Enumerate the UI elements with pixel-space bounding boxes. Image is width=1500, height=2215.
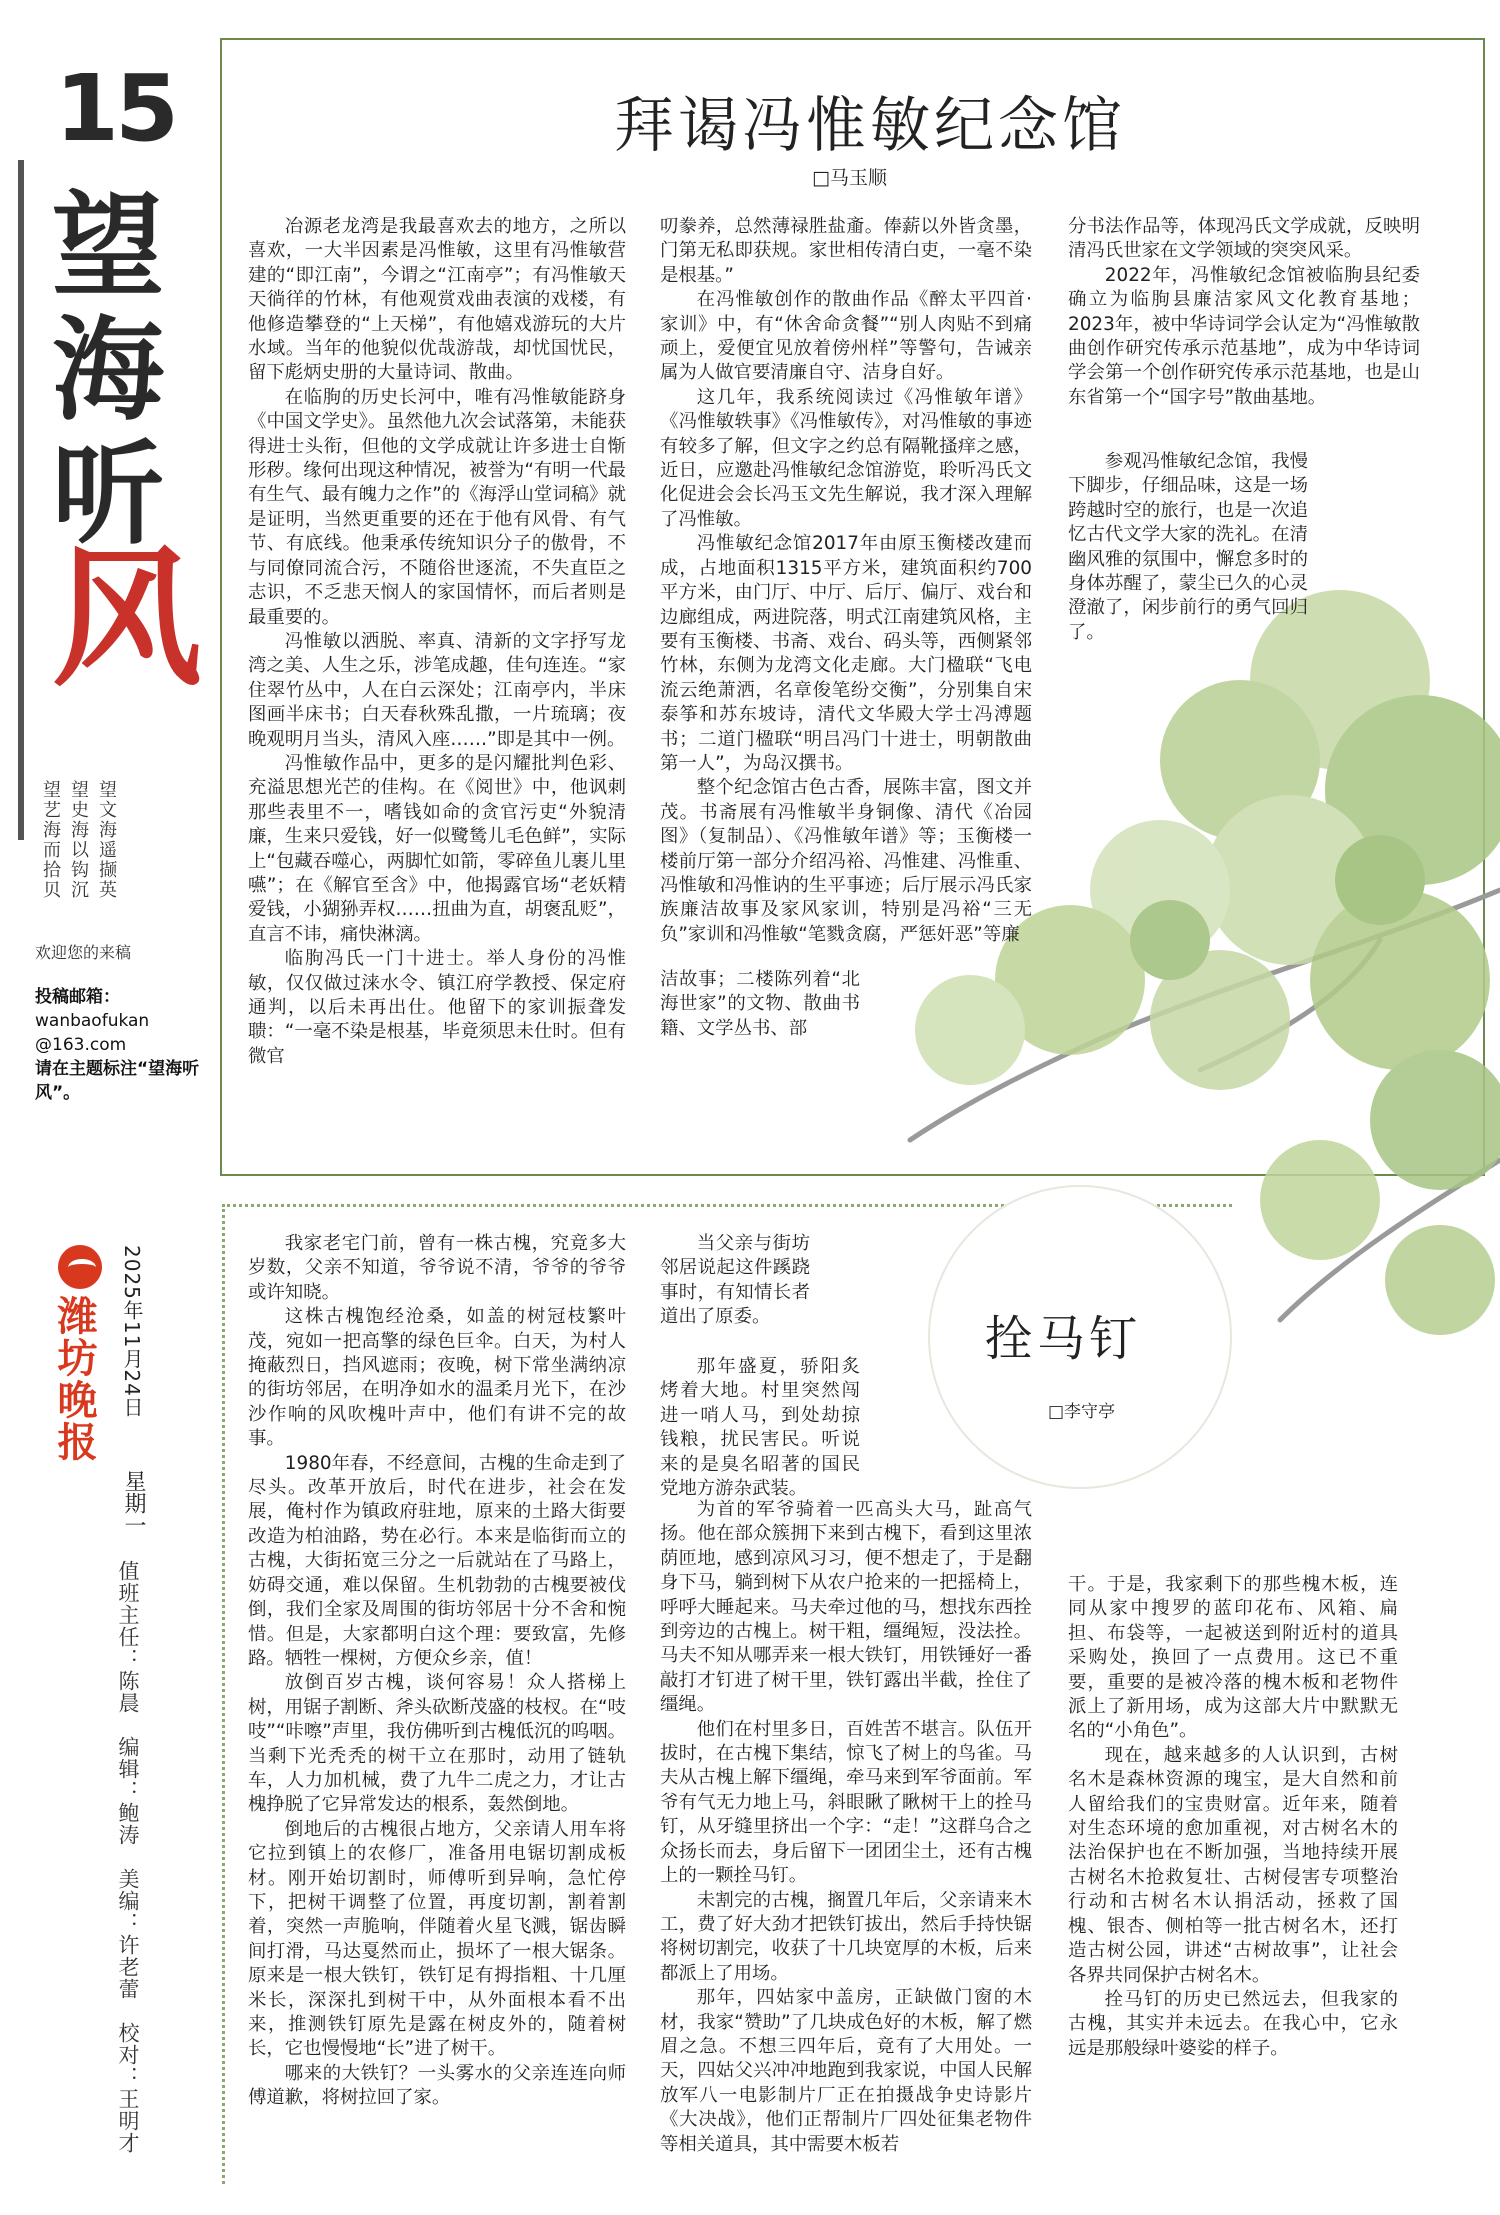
article1-column-2-tail bbox=[660, 968, 860, 1041]
paragraph: 哪来的大铁钉？一头雾水的父亲连连向师傅道歉，将树拉回了家。 bbox=[248, 2062, 626, 2109]
column-divider-bar bbox=[18, 160, 24, 840]
motto-3: 望艺海而拾贝 bbox=[40, 780, 61, 900]
motto-2: 望史海以钩沉 bbox=[68, 780, 89, 900]
contribute-email-2[interactable]: @163.com bbox=[35, 1035, 127, 1055]
page-number: 15 bbox=[55, 55, 176, 162]
paragraph: 他们在村里多日，百姓苦不堪言。队伍开拔时，在古槐下集结，惊飞了树上的鸟雀。马夫从古槐上解下缰绳，牵马来到军爷面前。军爷有气无力地上马，斜眼瞅了瞅树干上的拴马钉，从牙缝里挤出一个字：“走！”这群乌合之众扬长而去，身后留下一团团尘土，还有古槐上的一颗拴马钉。 bbox=[660, 1718, 1032, 1887]
paragraph: 冶源老龙湾是我最喜欢去的地方，之所以喜欢，一大半因素是冯惟敏，这里有冯惟敏营建的“即江南”，今谓之“江南亭”；有冯惟敏天天徜徉的竹林，有他观赏戏曲表演的戏楼，有他修造攀登的“上天梯”，有他嬉戏游玩的大片水域。当年的他貌似优哉游哉，却忧国忧民，留下彪炳史册的大量诗词、散曲。 bbox=[248, 216, 626, 384]
paragraph: 叨豢养，总然薄禄胜盐齑。俸薪以外皆贪墨，门第无私即获规。家世相传清白吏，一毫不染是根基。” bbox=[660, 216, 1032, 286]
issue-weekday: 星期一 bbox=[121, 1470, 146, 1536]
paragraph: 2022年，冯惟敏纪念馆被临朐县纪委确立为临朐县廉洁家风文化教育基地；2023年，被中华诗词学会认定为“冯惟敏散曲创作研究传承示范基地”，成为中华诗词学会第一个创作研究传承示范基地，也是山东省第一个“国字号”散曲基地。 bbox=[1068, 264, 1420, 408]
article1-title: 拜谒冯惟敏纪念馆 bbox=[614, 91, 1126, 161]
paragraph: 未割完的古槐，搁置几年后，父亲请来木工，费了好大劲才把铁钉拔出，然后手持快锯将树切割完，收获了十几块宽厚的木板，后来都派上了用场。 bbox=[660, 1889, 1032, 1984]
article1-column-3-tail bbox=[1068, 450, 1308, 645]
paragraph: 这几年，我系统阅读过《冯惟敏年谱》《冯惟敏轶事》《冯惟敏传》，对冯惟敏的事迹有较多了解，但文字之约总有隔靴搔痒之感，近日，应邀赴冯惟敏纪念馆游览，聆听冯氏文化促进会会长冯玉文先生解说，我才深入理解了冯惟敏。 bbox=[660, 386, 1032, 530]
paragraph: 冯惟敏以洒脱、率真、清新的文字抒写龙湾之美、人生之乐，涉笔成趣，佳句连连。“家住翠竹丛中，人在白云深处；江南亭内，半床图画半床书；白天春秋殊乱撒，一片琉璃；夜晚观明月当头，清风入座……”即是其中一例。 bbox=[248, 630, 626, 750]
paragraph: 1980年春，不经意间，古槐的生命走到了尽头。改革开放后，时代在进步，社会在发展，俺村作为镇政府驻地，原来的土路大街要改造为柏油路，势在必行。本来是临街而立的古槐，大街拓宽三分之一后就站在了马路上，妨碍交通，难以保留。生机勃勃的古槐要被伐倒，我们全家及周围的街坊邻居十分不舍和惋惜。但是，大家都明白这个理：要致富，先修路。牺牲一棵树，方便众乡亲，值！ bbox=[248, 1452, 626, 1669]
contribute-note: 请在主题标注“望海听风”。 bbox=[35, 1059, 200, 1103]
contribute-label: 投稿邮箱： bbox=[35, 987, 120, 1007]
article2-column-2 bbox=[660, 1355, 860, 1501]
article1-column-3 bbox=[1068, 215, 1420, 410]
paragraph: 整个纪念馆古色古香，展陈丰富，图文并茂。书斋展有冯惟敏半身铜像、清代《冶园图》（复制品）、《冯惟敏年谱》等；玉衡楼一楼前厅第一部分介绍冯裕、冯惟建、冯惟重、冯惟敏和冯惟讷的生平事迹；后厅展示冯氏家族廉洁故事及家风家训，特别是冯裕“三无负”家训和冯惟敏“笔戮贪腐，严惩奸恶”等廉 bbox=[660, 777, 1032, 945]
paragraph: 这株古槐饱经沧桑，如盖的树冠枝繁叶茂，宛如一把高擎的绿色巨伞。白天，为村人掩蔽烈日，挡风遮雨；夜晚，树下常坐满纳凉的街坊邻居，在明净如水的温柔月光下，在沙沙作响的风吹槐叶声中，他们有讲不完的故事。 bbox=[248, 1306, 626, 1450]
paragraph: 干。于是，我家剩下的那些槐木板，连同从家中搜罗的蓝印花布、风箱、扁担、布袋等，一起被送到附近村的道具采购处，换回了一点费用。这已不重要，重要的是被冷落的槐木板和老物件派上了新用场，成为这部大片中默默无名的“小角色”。 bbox=[1068, 1574, 1398, 1742]
column-name bbox=[52, 181, 203, 707]
article1-column-1 bbox=[248, 215, 626, 1069]
article2-column-3 bbox=[1068, 1573, 1398, 2061]
article2-column-2-head bbox=[660, 1232, 810, 1330]
article2-column-2-body bbox=[660, 1498, 1032, 2157]
contribute-info bbox=[35, 985, 205, 1105]
paragraph: 参观冯惟敏纪念馆，我慢下脚步，仔细品味，这是一场跨越时空的旅行，也是一次追忆古代文学大家的洗礼。在清幽风雅的氛围中，懈怠多时的身体苏醒了，蒙尘已久的心灵澄澈了，闲步前行的勇气回归了。 bbox=[1068, 451, 1308, 643]
paragraph: 在临朐的历史长河中，唯有冯惟敏能跻身《中国文学史》。虽然他九次会试落第，未能获得进士头衔，但他的文学成就让许多进士自惭形秽。缘何出现这种情况，被誉为“有明一代最有生气、最有魄力之作”的《海浮山堂词稿》就是证明，当然更重要的还在于他有风骨、有气节、有底线。他秉承传统知识分子的傲骨，不与同僚同流合污，不随俗世逐流，不失直臣之志识，不乏悲天悯人的家国情怀，而后者则是最重要的。 bbox=[248, 386, 626, 628]
staff-credits: 值班主任：陈晨 编辑：鲍涛 美编：许老蕾 校对：王明才 bbox=[116, 1560, 140, 2154]
newspaper-logo bbox=[50, 1245, 110, 1463]
paragraph: 那年盛夏，骄阳炙烤着大地。村里突然闯进一哨人马，到处劫掠钱粮，扰民害民。听说来的是臭名昭著的国民党地方游杂武装。 bbox=[660, 1356, 860, 1500]
paragraph: 那年，四姑家中盖房，正缺做门窗的木材，我家“赞助”了几块成色好的木板，解了燃眉之急。不想三四年后，竟有了大用处。一天，四姑父兴冲冲地跑到我家说，中国人民解放军八一电影制片厂正在拍摄战争史诗影片《大决战》，他们正帮制片厂四处征集老物件等相关道具，其中需要木板若 bbox=[660, 1987, 1032, 2155]
column-name-highlight: 风 bbox=[52, 531, 203, 707]
column-name-char-3: 听 bbox=[52, 429, 164, 560]
paragraph: 分书法作品等，体现冯氏文学成就，反映明清冯氏世家在文学领域的突突风采。 bbox=[1068, 216, 1420, 262]
paragraph: 在冯惟敏创作的散曲作品《醉太平四首·家训》中，有“休舍命贪餐”“别人肉贴不到痛顽上，爱便宜见放着傍州样”等警句，告诫亲属为人做官要清廉自守、洁身自好。 bbox=[660, 289, 1032, 384]
logo-icon bbox=[58, 1245, 102, 1289]
article2-author: □李守亭 bbox=[1048, 1402, 1116, 1422]
column-name-char-1: 望 bbox=[52, 181, 164, 312]
motto-1: 望文海遥撷英 bbox=[96, 780, 117, 900]
paragraph: 拴马钉的历史已然远去，但我家的古槐，其实并未远去。在我心中，它永远是那般绿叶婆娑的样子。 bbox=[1068, 1988, 1398, 2059]
paragraph: 冯惟敏纪念馆2017年由原玉衡楼改建而成，占地面积1315平方米，建筑面积约700平方米，由门厅、中厅、后厅、偏厅、戏台和边廊组成，两进院落，明式江南建筑风格，主要有玉衡楼、书斋、戏台、码头等，西侧紧邻竹林，东侧为龙湾文化走廊。大门楹联“飞电流云绝萧洒，名章俊笔纷交衡”，分别集自宋泰筝和苏东坡诗，清代文华殿大学士冯溥题书；二道门楹联“明吕冯门十进士，明朝散曲第一人”，为岛汉撰书。 bbox=[660, 533, 1032, 774]
article2-column-1 bbox=[248, 1232, 626, 2111]
paragraph: 倒地后的古槐很占地方，父亲请人用车将它拉到镇上的农修厂，准备用电锯切割成板材。刚开始切割时，师傅听到异响，急忙停下，把树干调整了位置，再度切割，割着割着，突然一声脆响，伴随着火星飞溅，锯齿瞬间打滑，马达戛然而止，损坏了一根大锯条。原来是一根大铁钉，铁钉足有拇指粗、十几厘米长，深深扎到树干中，从外面根本看不出来，推测铁钉原先是露在树皮外的，随着树长，它也慢慢地“长”进了树干。 bbox=[248, 1818, 626, 2060]
paragraph: 冯惟敏作品中，更多的是闪耀批判色彩、充溢思想光芒的佳构。在《阅世》中，他讽刺那些表里不一，嗜钱如命的贪官污吏“外貌清廉，生来只爱钱，好一似鹭鸶儿毛色鲜”，实际上“包藏吞噬心，两脚忙如箭，零碎鱼儿裹儿里嚥”；在《解官至含》中，他揭露官场“老妖精爱钱，小猢狲弄权……扭曲为直，胡褒乱贬”，直言不讳，痛快淋漓。 bbox=[248, 752, 626, 945]
paragraph: 为首的军爷骑着一匹高头大马，趾高气扬。他在部众簇拥下来到古槐下，看到这里浓荫匝地，感到凉风习习，便不想走了，于是翻身下马，躺到树下从农户抢来的一把摇椅上，呼呼大睡起来。马夫牵过他的马，想找东西拴到旁边的古槐上。树干粗，缰绳短，没法拴。马夫不知从哪弄来一根大铁钉，用铁锤好一番敲打才钉进了树干里，铁钉露出半截，拴住了缰绳。 bbox=[660, 1499, 1032, 1716]
logo-text: 潍坊晚报 bbox=[51, 1295, 97, 1463]
article2-title: 拴马钉 bbox=[985, 1311, 1142, 1367]
paragraph: 放倒百岁古槐，谈何容易！众人搭梯上树，用锯子割断、斧头砍断茂盛的枝杈。在“吱吱”“咔嚓”声里，我仿佛听到古槐低沉的呜咽。当剩下光秃秃的树干立在那时，动用了链轨车，人力加机械，费了九牛二虎之力，才让古槐挣脱了它异常发达的根系，轰然倒地。 bbox=[248, 1672, 627, 1816]
paragraph: 现在，越来越多的人认识到，古树名木是森林资源的瑰宝，是大自然和前人留给我们的宝贵财富。近年来，随着对生态环境的愈加重视，对古树名木的法治保护也在不断加强，当地持续开展古树名木抢救复壮、古树侵害专项整治行动和古树名木认捐活动，拯救了国槐、银杏、侧柏等一批古树名木，还打造古树公园，讲述“古树故事”，让社会各界共同保护古树名木。 bbox=[1068, 1744, 1398, 1986]
column-name-char-2: 海 bbox=[52, 305, 164, 436]
article1-column-2 bbox=[660, 215, 1032, 947]
article1-author: □马玉顺 bbox=[812, 167, 887, 189]
welcome-text: 欢迎您的来稿 bbox=[35, 943, 132, 962]
paragraph: 临朐冯氏一门十进士。举人身份的冯惟敏，仅仅做过涞水令、镇江府学教授、保定府通判，以后未再出仕。他留下的家训振聋发聩：“一毫不染是根基，毕竟须思未仕时。但有微官 bbox=[248, 948, 626, 1067]
paragraph: 我家老宅门前，曾有一株古槐，究竟多大岁数，父亲不知道，爷爷说不清，爷爷的爷爷或许知晓。 bbox=[248, 1233, 626, 1303]
contribute-email-1[interactable]: wanbaofukan bbox=[35, 1011, 150, 1031]
issue-date: 2025年11月24日 bbox=[120, 1245, 144, 1418]
column-mottos bbox=[40, 780, 170, 910]
paragraph: 当父亲与街坊邻居说起这件蹊跷事时，有知情长者道出了原委。 bbox=[660, 1233, 810, 1328]
paragraph: 洁故事；二楼陈列着“北海世家”的文物、散曲书籍、文学丛书、部 bbox=[660, 969, 860, 1039]
